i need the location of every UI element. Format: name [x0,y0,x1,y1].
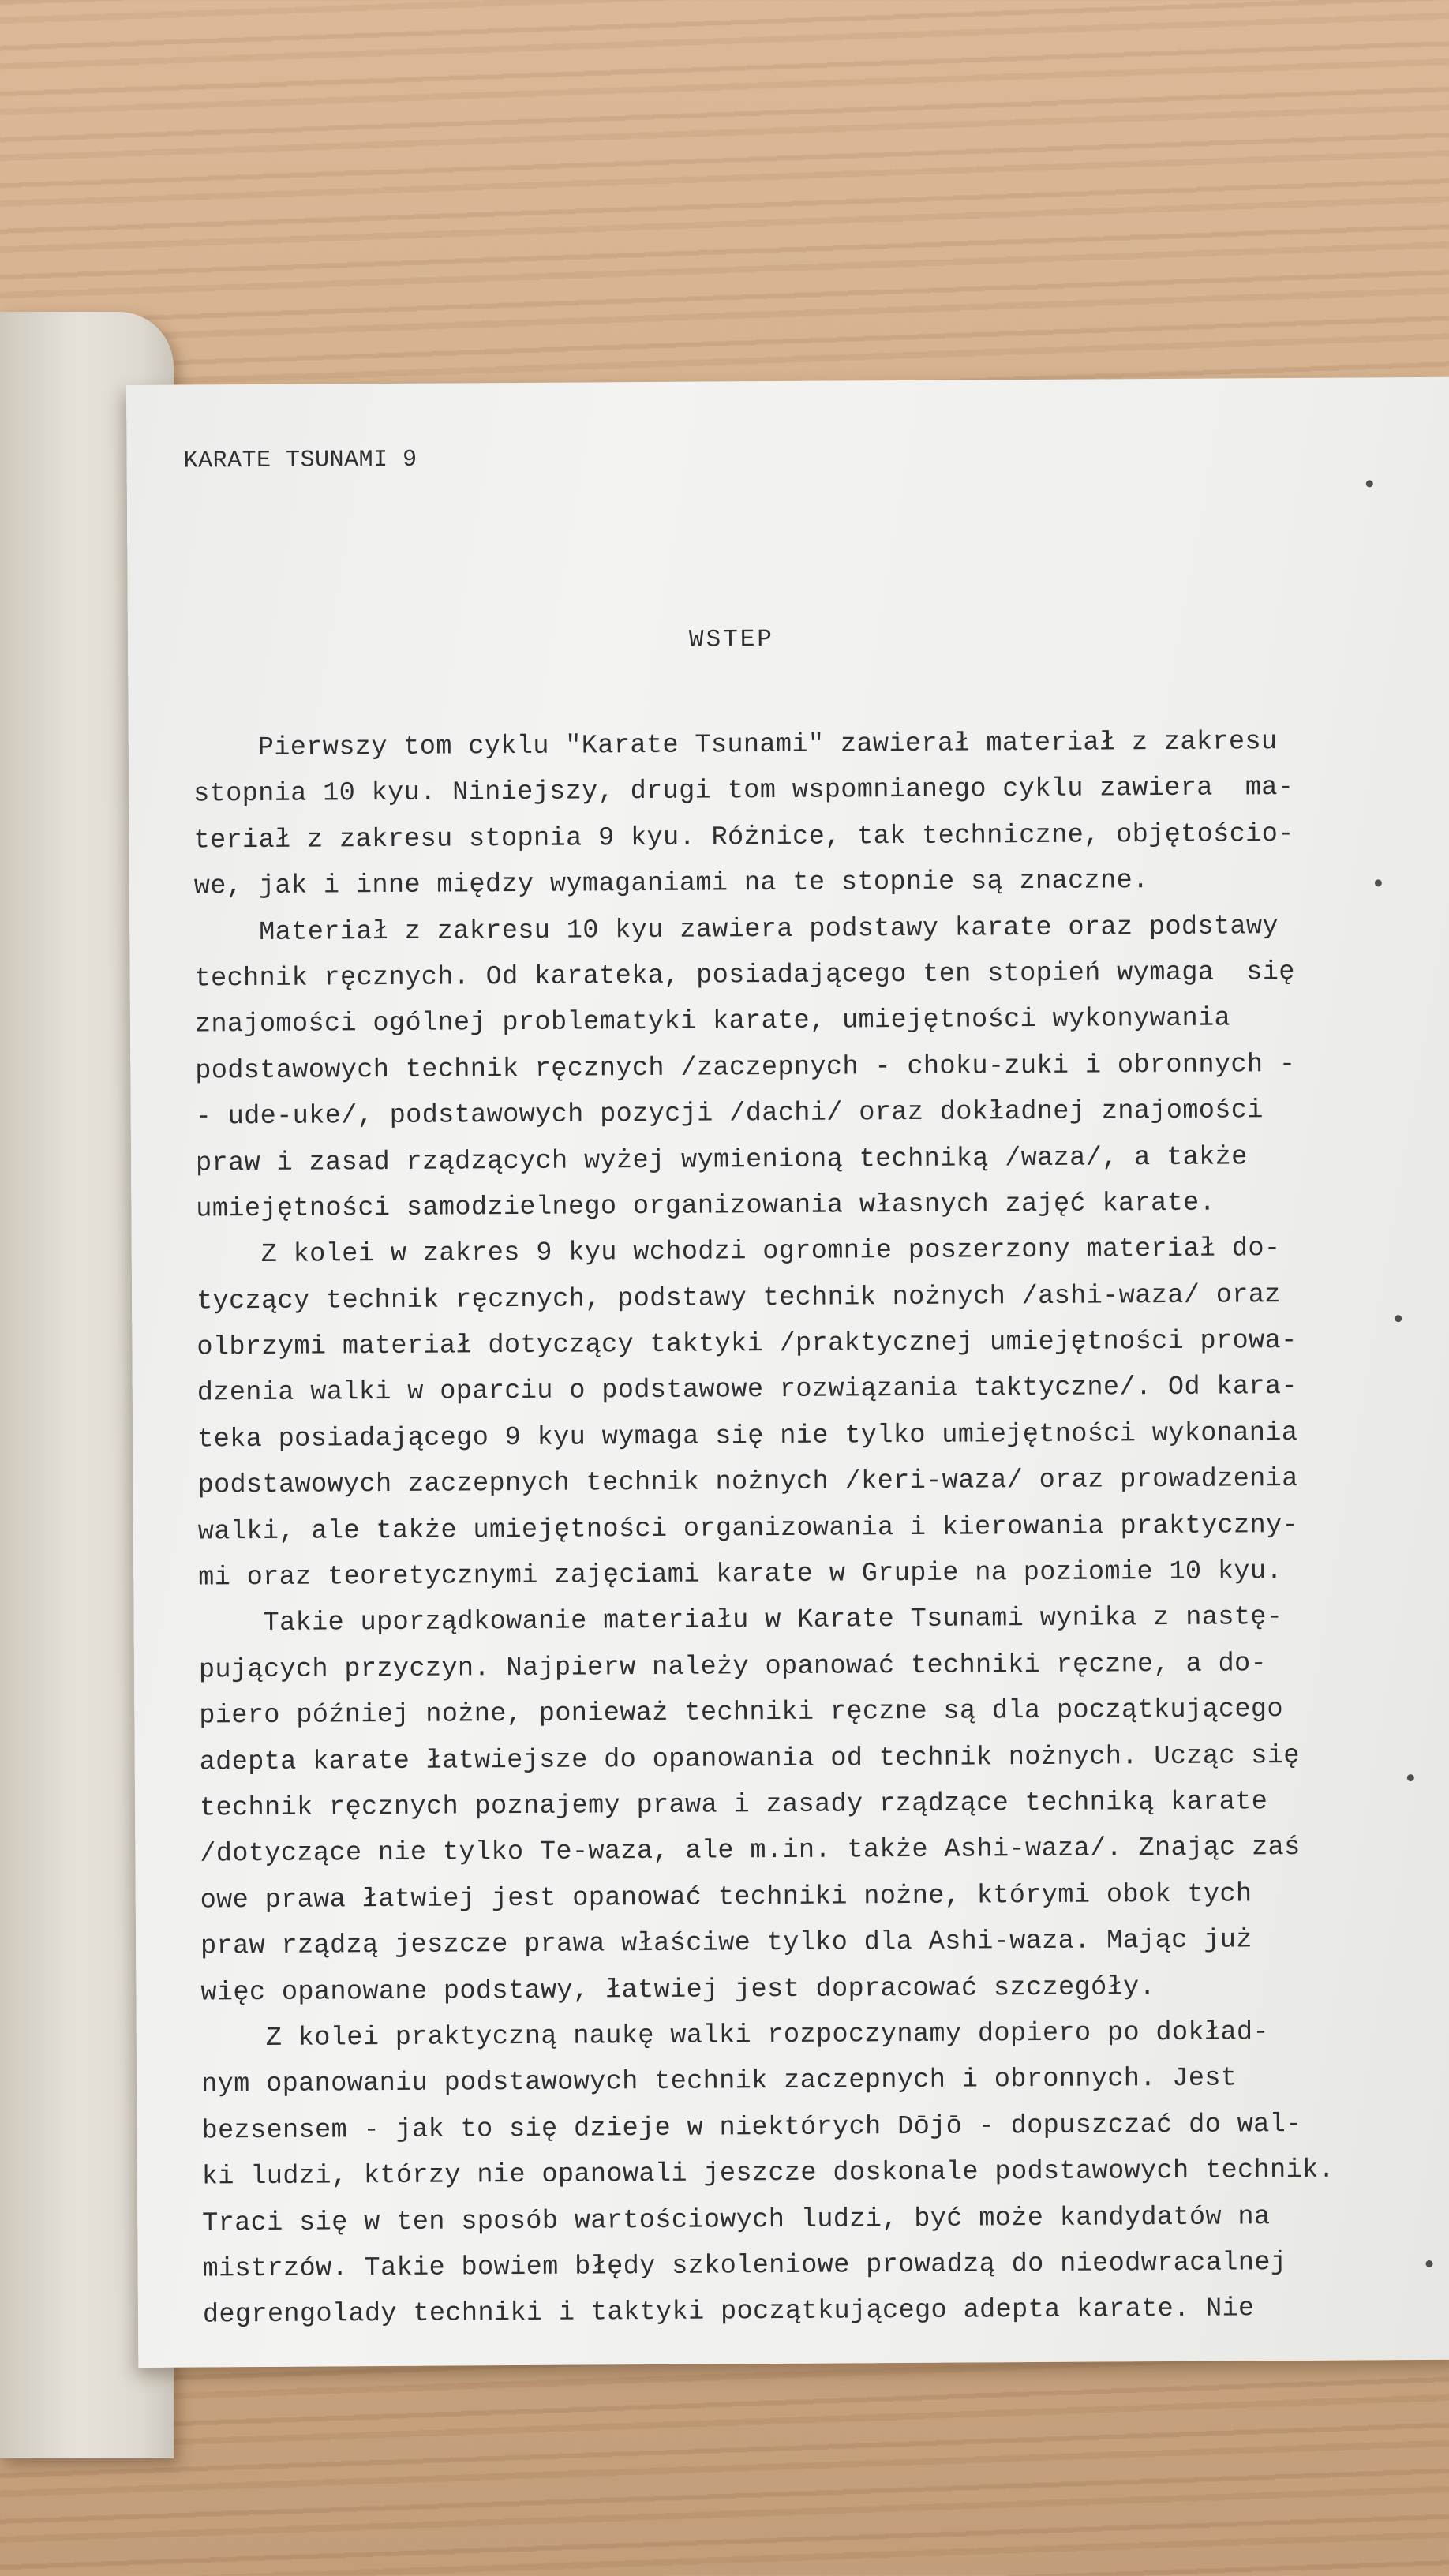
text-line: owe prawa łatwiej jest opanować techniki nożne, którymi obok tych [200,1879,1252,1916]
page-header: KARATE TSUNAMI 9 [183,446,417,475]
ink-dot [1407,1774,1414,1781]
text-line: pujących przyczyn. Najpierw należy opanować techniki ręczne, a do- [198,1649,1267,1686]
text-line: technik ręcznych poznajemy prawa i zasady rządzące techniką karate [199,1787,1268,1824]
text-line: tyczący technik ręcznych, podstawy technik nożnych /ashi-waza/ oraz [196,1279,1281,1317]
section-title: WSTEP [688,625,775,654]
text-line: bezsensem - jak to się dzieje w niektórych Dōjō - dopuszczać do wal- [201,2109,1302,2147]
text-line: znajomości ogólnej problematyki karate, umiejętności wykonywania [194,1003,1231,1040]
text-line: praw i zasad rządzących wyżej wymienioną techniką /waza/, a także [195,1141,1248,1178]
ink-dot [1426,2260,1433,2267]
text-line: mi oraz teoretycznymi zajęciami karate w Grupie na poziomie 10 kyu. [198,1556,1283,1593]
text-line: stopnia 10 kyu. Niniejszy, drugi tom wspomnianego cyklu zawiera ma- [193,773,1294,810]
text-line: Z kolei w zakres 9 kyu wchodzi ogromnie poszerzony materiał do- [196,1234,1281,1271]
text-line: piero później nożne, ponieważ techniki ręczne są dla początkującego [199,1694,1284,1732]
ink-dot [1375,879,1382,886]
text-line: degrengolady techniki i taktyki początkującego adepta karate. Nie [202,2293,1255,2331]
text-line: adepta karate łatwiejsze do opanowania od technik nożnych. Ucząc się [199,1740,1300,1778]
body-text [193,718,1402,2338]
text-line: teka posiadającego 9 kyu wymaga się nie tylko umiejętności wykonania [197,1417,1298,1455]
text-line: Takie uporządkowanie materiału w Karate Tsunami wynika z nastę- [198,1602,1283,1639]
text-line: umiejętności samodzielnego organizowania własnych zajęć karate. [196,1188,1216,1225]
text-line: ki ludzi, którzy nie opanowali jeszcze doskonale podstawowych technik. [201,2155,1335,2192]
text-line: podstawowych technik ręcznych /zaczepnych - choku-zuki i obronnych - [195,1049,1296,1087]
text-line: Pierwszy tom cyklu "Karate Tsunami" zawierał materiał z zakresu [193,727,1278,764]
text-line: olbrzymi materiał dotyczący taktyki /praktycznej umiejętności prowa- [197,1326,1297,1363]
text-line: praw rządzą jeszcze prawa właściwe tylko dla Ashi-waza. Mając już [200,1925,1252,1962]
text-line: technik ręcznych. Od karateka, posiadającego ten stopień wymaga się [194,957,1295,994]
text-line: teriał z zakresu stopnia 9 kyu. Różnice, tak techniczne, objętościo- [193,818,1294,856]
text-line: /dotyczące nie tylko Te-waza, ale m.in. także Ashi-waza/. Znając zaś [200,1833,1301,1870]
text-line: walki, ale także umiejętności organizowania i kierowania praktyczny- [197,1510,1299,1548]
text-line: we, jak i inne między wymaganiami na te stopnie są znaczne. [193,866,1149,902]
ink-dot [1366,480,1373,487]
text-line: mistrzów. Takie bowiem błędy szkoleniowe prowadzą do nieodwracalnej [202,2247,1287,2285]
text-line: podstawowych zaczepnych technik nożnych /keri-waza/ oraz prowadzenia [197,1464,1298,1501]
text-line: Traci się w ten sposób wartościowych ludzi, być może kandydatów na [202,2201,1271,2238]
text-line: - ude-uke/, podstawowych pozycji /dachi/ oraz dokładnej znajomości [195,1095,1264,1133]
text-line: Z kolei praktyczną naukę walki rozpoczynamy dopiero po dokład- [200,2017,1270,2054]
text-line: Materiał z zakresu 10 kyu zawiera podstawy karate oraz podstawy [194,911,1279,949]
text-line: więc opanowane podstawy, łatwiej jest dopracować szczegóły. [200,1971,1156,2009]
document-page [126,377,1449,2368]
text-line: nym opanowaniu podstawowych technik zaczepnych i obronnych. Jest [201,2063,1237,2100]
ink-dot [1395,1315,1402,1322]
text-line: dzenia walki w oparciu o podstawowe rozwiązania taktyczne/. Od kara- [197,1372,1298,1409]
